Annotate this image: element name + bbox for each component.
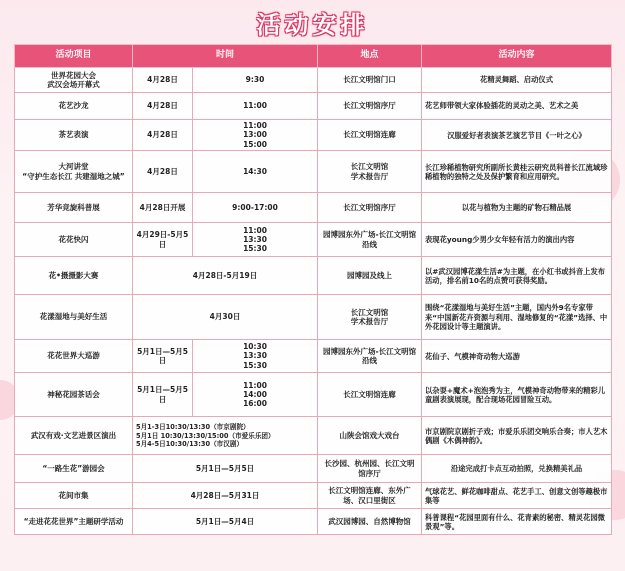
activity-location: 山陕会馆戏大戏台 <box>318 417 422 455</box>
activity-date: 4月29日-5月5日 <box>133 223 193 257</box>
activity-times: 10:30 13:30 15:30 <box>193 340 318 373</box>
activity-location: 长江文明馆序厅 <box>318 193 422 223</box>
activity-date: 4月28日 <box>133 120 193 151</box>
activity-date: 4月28日 <box>133 68 193 93</box>
activity-location: 长江文明馆序厅 <box>318 93 422 120</box>
activity-content: 沿途完成打卡点互动拍照，兑换精美礼品 <box>422 455 612 483</box>
activity-name: 花•摄摄影大赛 <box>15 257 133 295</box>
activity-name: “走进花花世界”主题研学活动 <box>15 509 133 535</box>
activity-content: 以杂耍+魔术+泡泡秀为主，气模神奇动物带来的精彩儿童剧表演展现，配合现场花园冒险互动。 <box>422 373 612 417</box>
activity-name: 花花世界大巡游 <box>15 340 133 373</box>
table-row <box>15 120 612 151</box>
table-row <box>15 295 612 340</box>
schedule-table <box>14 44 612 535</box>
activity-location: 长江文明馆连廊、东外广场、汉口里街区 <box>318 483 422 509</box>
activity-location: 长江文明馆连廊 <box>318 120 422 151</box>
activity-content: 以花与植物为主题的矿物石精品展 <box>422 193 612 223</box>
activity-content: 花艺师带领大家体验插花的灵动之美、艺术之美 <box>422 93 612 120</box>
header-activity: 活动项目 <box>15 45 133 68</box>
activity-times: 11:00 13:00 15:00 <box>193 120 318 151</box>
activity-date: 4月28日—5月31日 <box>133 483 318 509</box>
activity-content: 花精灵舞蹈、启动仪式 <box>422 68 612 93</box>
activity-location: 长江文明馆 学术报告厅 <box>318 295 422 340</box>
title-banner <box>0 6 625 38</box>
header-row <box>15 45 612 68</box>
activity-content: 长江珍稀植物研究所副所长黄桂云研究员科普长江流域珍稀植物的独特之处及保护繁育和应用研究。 <box>422 151 612 193</box>
activity-content: 表现花young少男少女年轻有活力的演出内容 <box>422 223 612 257</box>
activity-location: 长江文明馆门口 <box>318 68 422 93</box>
activity-date: 5月1日—5月4日 <box>133 509 318 535</box>
header-time: 时间 <box>133 45 318 68</box>
activity-location: 长江文明馆连廊 <box>318 373 422 417</box>
activity-name: 花花快闪 <box>15 223 133 257</box>
table-row <box>15 151 612 193</box>
activity-content: 市京剧院京剧折子戏；市爱乐乐团交响乐合奏；市人艺木偶剧《木偶神韵》。 <box>422 417 612 455</box>
activity-location: 长江文明馆 学术报告厅 <box>318 151 422 193</box>
table-row <box>15 483 612 509</box>
activity-name: 花漾湿地与美好生活 <box>15 295 133 340</box>
header-location: 地点 <box>318 45 422 68</box>
activity-name: 世界花园大会 武汉会场开幕式 <box>15 68 133 93</box>
table-row <box>15 373 612 417</box>
activity-times: 9:00-17:00 <box>193 193 318 223</box>
activity-times: 11:00 14:00 16:00 <box>193 373 318 417</box>
activity-name: 大河讲堂 “守护生态长江 共建湿地之城” <box>15 151 133 193</box>
activity-times: 11:00 13:30 15:30 <box>193 223 318 257</box>
table-row <box>15 340 612 373</box>
activity-content: 气球花艺、鲜花咖啡甜点、花艺手工、创意文创等趣极市集等 <box>422 483 612 509</box>
activity-location: 园博园东外广场-长江文明馆沿线 <box>318 223 422 257</box>
table-row <box>15 193 612 223</box>
activity-date: 5月1日—5月5日 <box>133 340 193 373</box>
activity-location: 园博园及线上 <box>318 257 422 295</box>
table-row <box>15 417 612 455</box>
table-row <box>15 93 612 120</box>
activity-date: 4月28日-5月19日 <box>133 257 318 295</box>
activity-content: 以#武汉园博花漾生活#为主题，在小红书或抖音上发布活动，排名前10名的点赞可获得奖励。 <box>422 257 612 295</box>
activity-date: 5月1-3日10:30/13:30（市京剧院） 5月1日 10:30/13:30/15:00（市爱乐乐团） 5月4-5日10:30/13:30（市汉剧） <box>133 417 318 455</box>
table-row <box>15 455 612 483</box>
activity-content: 科普课程“花园里面有什么、花青素的秘密、精灵花园微景观”等。 <box>422 509 612 535</box>
activity-location: 长沙园、杭州园、长江文明馆序厅 <box>318 455 422 483</box>
activity-times: 9:30 <box>193 68 318 93</box>
header-content: 活动内容 <box>422 45 612 68</box>
activity-location: 武汉园博园、自然博物馆 <box>318 509 422 535</box>
activity-content: 围绕“花漾湿地与美好生活”主题，国内外9名专家带来“中国新花卉资源与利用、湿地修复的“花漾”选择、中外花园设计等主题演讲。 <box>422 295 612 340</box>
activity-name: 神秘花园茶话会 <box>15 373 133 417</box>
activity-times: 11:00 <box>193 93 318 120</box>
activity-name: 花艺沙龙 <box>15 93 133 120</box>
activity-name: “一路生花”游园会 <box>15 455 133 483</box>
table-row <box>15 509 612 535</box>
activity-location: 园博园东外广场-长江文明馆沿线 <box>318 340 422 373</box>
activity-name: 茶艺表演 <box>15 120 133 151</box>
activity-date: 4月30日 <box>133 295 318 340</box>
table-row <box>15 223 612 257</box>
activity-content: 汉服爱好者表演茶艺演艺节目《一叶之心》 <box>422 120 612 151</box>
table-row <box>15 257 612 295</box>
activity-date: 4月28日开展 <box>133 193 193 223</box>
table-row <box>15 68 612 93</box>
activity-content: 花仙子、气模神奇动物大巡游 <box>422 340 612 373</box>
activity-times: 14:30 <box>193 151 318 193</box>
activity-date: 5月1日—5月5日 <box>133 455 318 483</box>
activity-date: 4月28日 <box>133 93 193 120</box>
activity-date: 4月28日 <box>133 151 193 193</box>
activity-date: 5月1日—5月5日 <box>133 373 193 417</box>
activity-name: 芳华竞旋科普展 <box>15 193 133 223</box>
activity-name: 花间市集 <box>15 483 133 509</box>
activity-name: 武汉有戏·文艺进景区演出 <box>15 417 133 455</box>
page-title: 活动安排 <box>256 10 369 39</box>
